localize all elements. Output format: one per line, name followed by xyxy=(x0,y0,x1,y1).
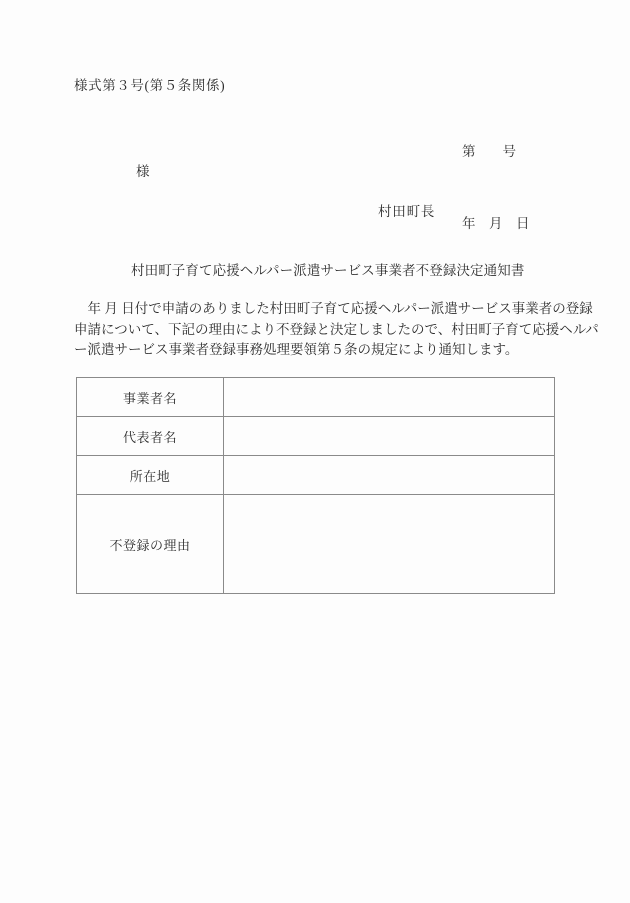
table-row xyxy=(77,417,555,456)
form-number: 様式第３号(第５条関係) xyxy=(74,78,226,93)
table-row-label: 事業者名 xyxy=(77,378,224,417)
body-line: 年 月 日付で申請のありました村田町子育て応援ヘルパー派遣サービス事業者の登録 xyxy=(74,301,593,316)
table-row-value[interactable] xyxy=(224,495,555,594)
body-line: ー派遣サービス事業者登録事務処理要領第５条の規定により通知します。 xyxy=(74,342,519,357)
table-row-value[interactable] xyxy=(224,378,555,417)
information-table xyxy=(76,377,555,594)
table-row-value[interactable] xyxy=(224,456,555,495)
issuer-name: 村田町長 xyxy=(378,204,436,219)
document-title: 村田町子育て応援ヘルパー派遣サービス事業者不登録決定通知書 xyxy=(131,263,525,278)
body-line: 申請について、下記の理由により不登録と決定しましたので、村田町子育て応援ヘルパ xyxy=(74,321,599,337)
table-row-label: 所在地 xyxy=(77,456,224,495)
document-number-line: 第 号 xyxy=(462,144,516,159)
document-date-line: 年 月 日 xyxy=(462,216,530,231)
table-row xyxy=(77,456,555,495)
table-row-value[interactable] xyxy=(224,417,555,456)
table-row-label: 代表者名 xyxy=(77,417,224,456)
table-row xyxy=(77,495,555,594)
table-row-label: 不登録の理由 xyxy=(77,495,224,594)
addressee-line: 様 xyxy=(136,164,150,179)
body-paragraph xyxy=(74,299,599,361)
document-meta-block xyxy=(462,92,530,284)
table-row xyxy=(77,378,555,417)
